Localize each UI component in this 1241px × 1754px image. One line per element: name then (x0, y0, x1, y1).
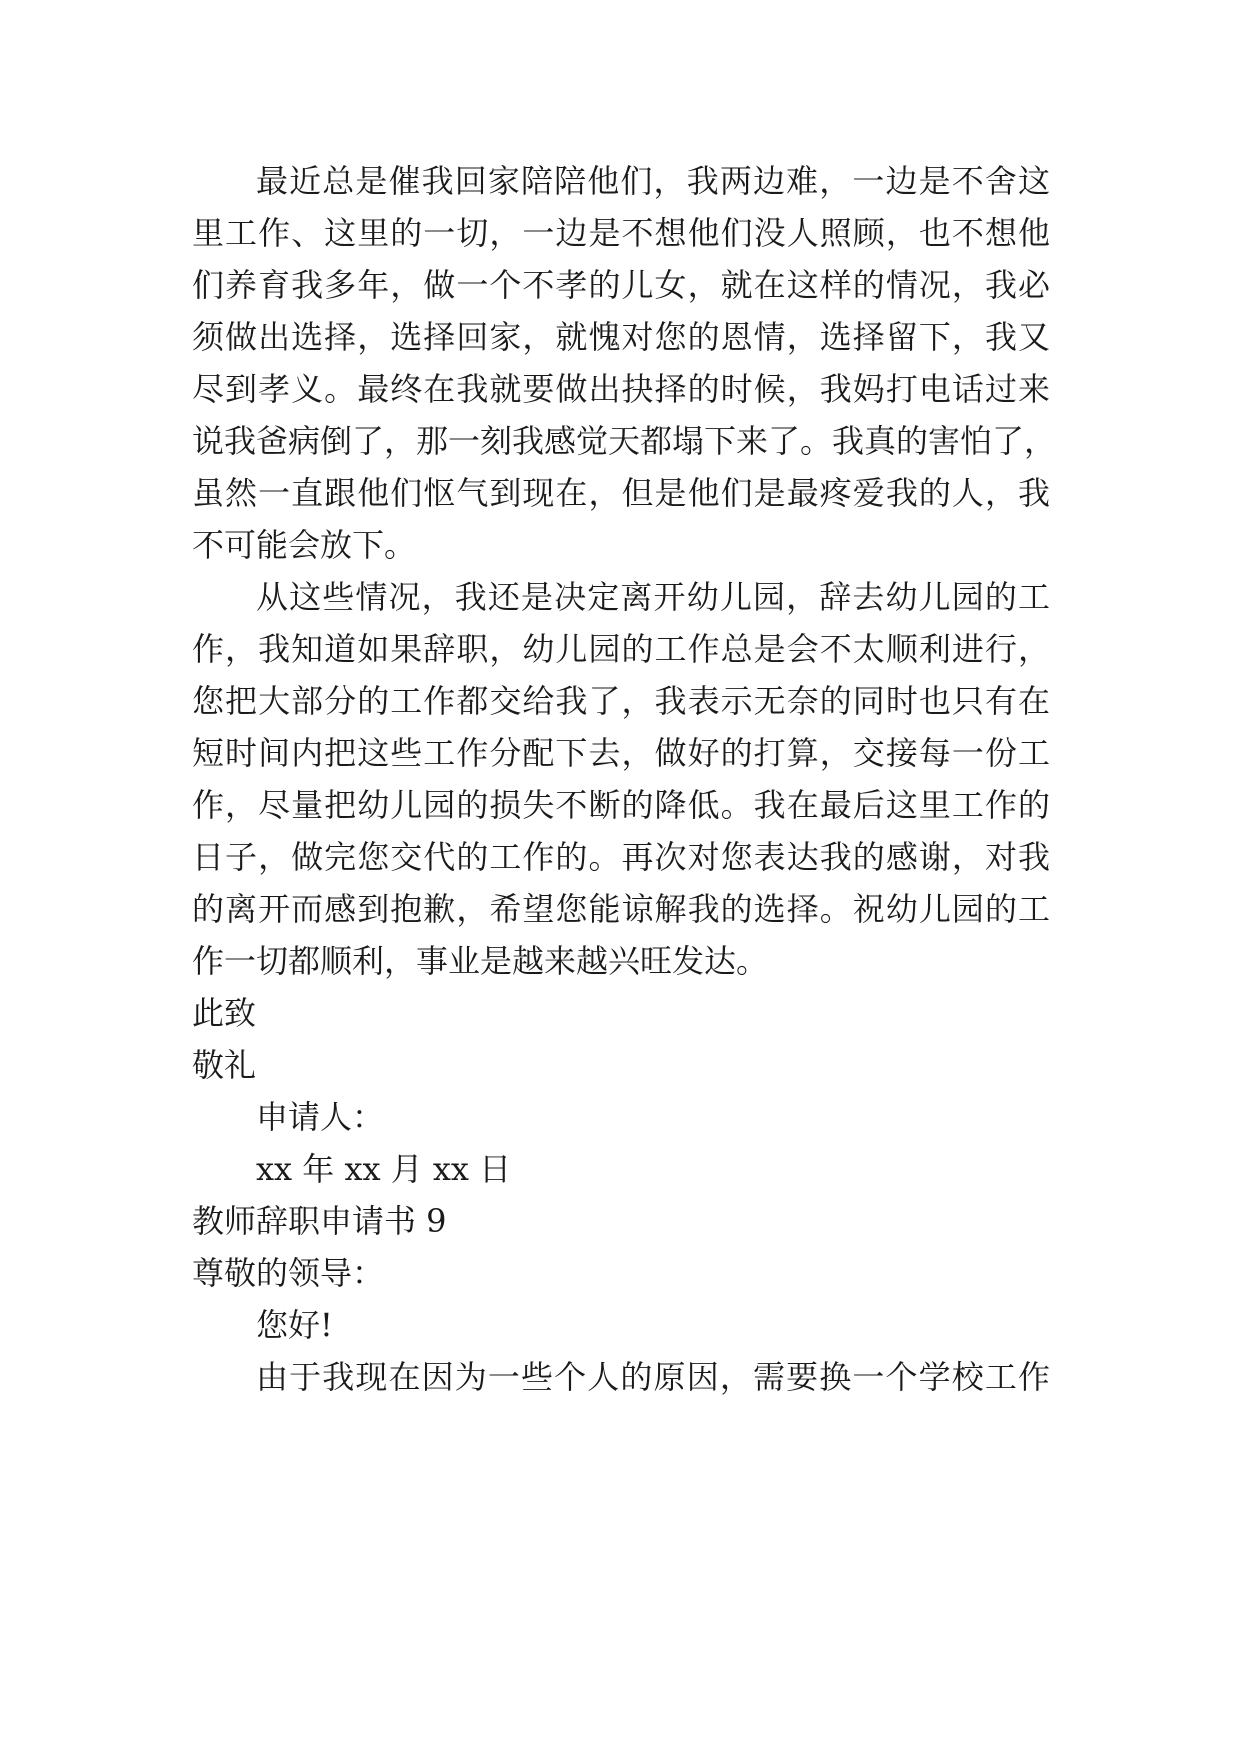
paragraph-2-line-3: 您把大部分的工作都交给我了，我表示无奈的同时也只有在 (192, 682, 1050, 720)
paragraph-1-line-7: 虽然一直跟他们怄气到现在，但是他们是最疼爱我的人，我 (192, 474, 1050, 512)
next-letter-salutation: 尊敬的领导： (192, 1254, 385, 1292)
paragraph-1-line-8: 不可能会放下。 (192, 526, 417, 564)
closing-cizhi: 此致 (192, 994, 257, 1032)
paragraph-2-line-4: 短时间内把这些工作分配下去，做好的打算，交接每一份工 (192, 734, 1050, 772)
closing-jingli: 敬礼 (192, 1046, 257, 1084)
paragraph-2-line-2: 作，我知道如果辞职，幼儿园的工作总是会不太顺利进行， (192, 630, 1050, 668)
paragraph-2-line-1: 从这些情况，我还是决定离开幼儿园，辞去幼儿园的工 (256, 578, 1050, 616)
paragraph-1-line-6: 说我爸病倒了，那一刻我感觉天都塌下来了。我真的害怕了， (192, 422, 1057, 460)
paragraph-1-line-3: 们养育我多年，做一个不孝的儿女，就在这样的情况，我必 (192, 266, 1050, 304)
paragraph-1-line-4: 须做出选择，选择回家，就愧对您的恩情，选择留下，我又 (192, 318, 1050, 356)
date-line: xx 年 xx 月 xx 日 (256, 1150, 512, 1188)
next-letter-title: 教师辞职申请书 9 (192, 1202, 447, 1240)
paragraph-1-line-2: 里工作、这里的一切，一边是不想他们没人照顾，也不想他 (192, 214, 1050, 252)
paragraph-2-line-7: 的离开而感到抱歉，希望您能谅解我的选择。祝幼儿园的工 (192, 890, 1050, 928)
next-letter-first-line: 由于我现在因为一些个人的原因，需要换一个学校工作 (256, 1358, 1050, 1396)
paragraph-2-line-8: 作一切都顺利，事业是越来越兴旺发达。 (192, 942, 769, 980)
next-letter-greeting: 您好! (256, 1306, 333, 1344)
paragraph-2-line-5: 作，尽量把幼儿园的损失不断的降低。我在最后这里工作的 (192, 786, 1050, 824)
paragraph-1-line-5: 尽到孝义。最终在我就要做出抉择的时候，我妈打电话过来 (192, 370, 1050, 408)
paragraph-1-line-1: 最近总是催我回家陪陪他们，我两边难，一边是不舍这 (256, 162, 1050, 200)
paragraph-2-line-6: 日子，做完您交代的工作的。再次对您表达我的感谢，对我 (192, 838, 1050, 876)
applicant-label: 申请人： (256, 1098, 385, 1136)
